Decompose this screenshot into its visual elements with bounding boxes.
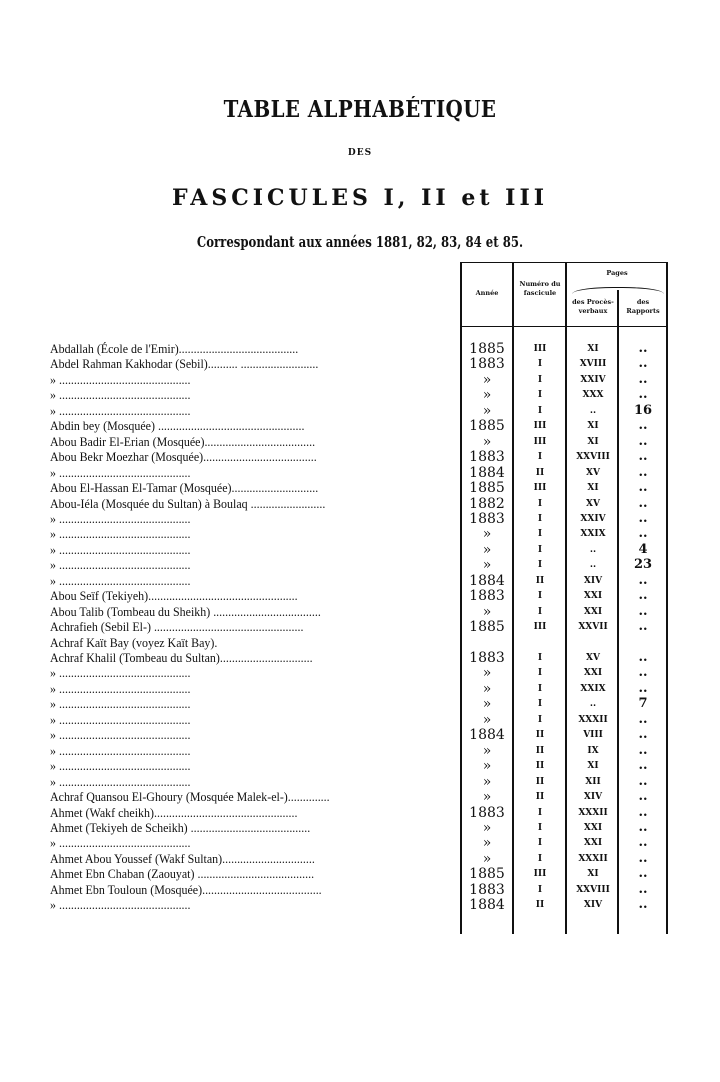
row-name xyxy=(50,573,460,589)
row-year: 1884 xyxy=(469,727,505,744)
row-fascicule: I xyxy=(537,699,543,710)
row-proces-verbaux: XIV xyxy=(583,900,603,911)
row-rapports: .. xyxy=(638,742,648,758)
row-proces-verbaux: XXI xyxy=(583,591,603,602)
row-fascicule: I xyxy=(537,498,543,509)
page-title: TABLE ALPHABÉTIQUE xyxy=(223,96,497,123)
header-pages: Pages xyxy=(606,269,628,277)
row-name xyxy=(50,635,460,651)
row-name xyxy=(50,356,460,372)
row-proces-verbaux: XXX xyxy=(582,390,604,401)
row-fascicule: II xyxy=(535,776,545,787)
row-rapports: .. xyxy=(638,619,648,635)
row-year: » xyxy=(482,758,492,775)
row-name xyxy=(50,774,460,790)
row-rapports: .. xyxy=(638,665,648,681)
row-name xyxy=(50,588,460,604)
row-name xyxy=(50,403,460,419)
row-year: 1884 xyxy=(469,464,505,481)
table-row xyxy=(0,341,720,357)
row-proces-verbaux: .. xyxy=(589,405,597,416)
table-row xyxy=(0,356,720,372)
row-proces-verbaux: XVIII xyxy=(579,359,607,370)
row-proces-verbaux: XIV xyxy=(583,575,603,586)
row-fascicule: I xyxy=(537,544,543,555)
table-row xyxy=(0,418,720,434)
row-proces-verbaux: XI xyxy=(587,761,599,772)
row-name xyxy=(50,542,460,558)
table-row xyxy=(0,681,720,697)
row-name xyxy=(50,557,460,573)
row-name xyxy=(50,727,460,743)
table-row xyxy=(0,789,720,805)
row-name-text: Ahmet (Tekiyeh de Scheikh) ........................................ xyxy=(50,819,311,835)
row-rapports: .. xyxy=(638,371,648,387)
header-numero: Numéro du fascicule xyxy=(519,280,561,297)
row-year: 1883 xyxy=(469,449,505,466)
row-year: 1883 xyxy=(469,881,505,898)
row-fascicule: I xyxy=(537,668,543,679)
row-rapports: .. xyxy=(638,804,648,820)
table-row xyxy=(0,403,720,419)
row-year: » xyxy=(482,371,492,388)
row-year: 1885 xyxy=(469,418,505,435)
row-rapports: .. xyxy=(638,711,648,727)
table-row xyxy=(0,573,720,589)
row-rapports: .. xyxy=(638,897,648,913)
row-proces-verbaux: XII xyxy=(585,776,601,787)
row-rapports: 4 xyxy=(638,541,648,557)
row-proces-verbaux: XXXII xyxy=(578,714,608,725)
row-name xyxy=(50,387,460,403)
rule-top xyxy=(460,262,668,263)
table-row xyxy=(0,743,720,759)
row-fascicule: I xyxy=(537,513,543,524)
row-name-text: » ............................................ xyxy=(50,387,191,403)
table-row xyxy=(0,434,720,450)
row-year: » xyxy=(482,680,492,697)
row-proces-verbaux: XXVIII xyxy=(576,884,610,895)
row-fascicule: II xyxy=(535,467,545,478)
row-name xyxy=(50,805,460,821)
row-fascicule: I xyxy=(537,683,543,694)
row-name-text: Ahmet Abou Youssef (Wakf Sultan)............................... xyxy=(50,850,315,866)
row-proces-verbaux: XIV xyxy=(583,792,603,803)
table-row xyxy=(0,851,720,867)
row-name-text: » ............................................ xyxy=(50,464,191,480)
row-name xyxy=(50,897,460,913)
row-name-text: » ............................................ xyxy=(50,897,191,913)
row-rapports: .. xyxy=(638,680,648,696)
row-name-text: Abou-Iéla (Mosquée du Sultan) à Boulaq ......................... xyxy=(50,495,326,511)
row-proces-verbaux: XV xyxy=(586,653,600,663)
row-fascicule: I xyxy=(537,529,543,540)
row-proces-verbaux: .. xyxy=(589,699,597,710)
row-fascicule: I xyxy=(537,390,543,401)
row-name xyxy=(50,619,460,635)
row-year: 1885 xyxy=(469,341,505,357)
row-name-text: » ............................................ xyxy=(50,696,191,712)
row-rapports: .. xyxy=(638,588,648,604)
years-subtitle: Correspondant aux années 1881, 82, 83, 84 et 85. xyxy=(196,233,524,251)
row-rapports: .. xyxy=(638,835,648,851)
row-name-text: » ............................................ xyxy=(50,526,191,542)
row-name xyxy=(50,434,460,450)
fascicules-heading: FASCICULES I, II et III xyxy=(171,185,549,211)
row-year: » xyxy=(482,433,492,450)
row-fascicule: I xyxy=(537,606,543,617)
row-proces-verbaux: XXI xyxy=(583,822,603,833)
table-row xyxy=(0,619,720,635)
row-fascicule: I xyxy=(537,560,543,571)
row-name-text: Achraf Kaït Bay (voyez Kaït Bay). xyxy=(50,634,218,650)
row-rapports: .. xyxy=(638,758,648,774)
table-row xyxy=(0,758,720,774)
table-row xyxy=(0,835,720,851)
row-name-text: Abdallah (École de l'Emir)........................................ xyxy=(50,341,299,356)
table-row xyxy=(0,650,720,666)
row-name-text: Abou Talib (Tombeau du Sheikh) .................................... xyxy=(50,603,321,619)
table-row xyxy=(0,897,720,913)
row-name-text: » ............................................ xyxy=(50,680,191,696)
row-rapports: .. xyxy=(638,387,648,403)
row-name-text: » ............................................ xyxy=(50,572,191,588)
table-row xyxy=(0,774,720,790)
row-year: » xyxy=(482,526,492,543)
row-name xyxy=(50,526,460,542)
row-proces-verbaux: XXXII xyxy=(578,807,608,818)
table-row xyxy=(0,604,720,620)
row-year: » xyxy=(482,773,492,790)
row-fascicule: I xyxy=(537,838,543,849)
row-year: 1884 xyxy=(469,897,505,914)
table-row xyxy=(0,511,720,527)
row-name-text: Ahmet Ebn Chaban (Zaouyat) ....................................... xyxy=(50,866,315,882)
row-name-text: » ............................................ xyxy=(50,557,191,573)
row-year: 1883 xyxy=(469,804,505,821)
row-name-text: Achraf Quansou El-Ghoury (Mosquée Malek-el-).............. xyxy=(50,789,330,805)
row-year: » xyxy=(482,819,492,836)
table-row xyxy=(0,557,720,573)
table-row xyxy=(0,387,720,403)
row-name xyxy=(50,449,460,465)
row-year: 1882 xyxy=(469,495,505,512)
row-year: » xyxy=(482,696,492,713)
row-name-text: Abdel Rahman Kakhodar (Sebil).......... .......................... xyxy=(50,356,319,372)
row-fascicule: I xyxy=(537,452,543,463)
row-name xyxy=(50,712,460,728)
row-name xyxy=(50,496,460,512)
row-year: 1883 xyxy=(469,356,505,373)
row-name-text: Abou Bekr Moezhar (Mosquée)...................................... xyxy=(50,449,317,465)
row-fascicule: III xyxy=(533,421,547,432)
row-name-text: » ............................................ xyxy=(50,371,191,387)
row-proces-verbaux: XXIX xyxy=(580,683,606,694)
row-fascicule: III xyxy=(533,622,547,633)
row-name-text: » ............................................ xyxy=(50,665,191,681)
row-fascicule: II xyxy=(535,575,545,586)
table-row xyxy=(0,449,720,465)
row-name-text: Ahmet Ebn Touloun (Mosquée)........................................ xyxy=(50,881,322,897)
row-proces-verbaux: IX xyxy=(587,745,599,756)
row-proces-verbaux: XXI xyxy=(583,606,603,617)
row-rapports: .. xyxy=(638,495,648,511)
table-row xyxy=(0,588,720,604)
row-proces-verbaux: XXIX xyxy=(580,529,606,540)
row-name xyxy=(50,418,460,434)
row-fascicule: I xyxy=(537,853,543,864)
row-rapports: .. xyxy=(638,433,648,449)
row-name-text: Abdin bey (Mosquée) ................................................. xyxy=(50,418,305,434)
row-name-text: » ............................................ xyxy=(50,758,191,774)
row-rapports: .. xyxy=(638,866,648,882)
row-proces-verbaux: XXXII xyxy=(578,853,608,864)
table-row xyxy=(0,465,720,481)
row-proces-verbaux: VIII xyxy=(583,730,603,741)
row-name-text: » ............................................ xyxy=(50,835,191,851)
row-name-text: Abou Badir El-Erian (Mosquée)..................................... xyxy=(50,433,316,449)
row-rapports: .. xyxy=(638,526,648,542)
row-proces-verbaux: XXI xyxy=(583,668,603,679)
row-fascicule: II xyxy=(535,745,545,756)
row-name xyxy=(50,650,460,666)
table-row xyxy=(0,712,720,728)
row-name xyxy=(50,789,460,805)
row-proces-verbaux: .. xyxy=(589,544,597,555)
row-fascicule: II xyxy=(535,761,545,772)
row-year: » xyxy=(482,557,492,574)
row-name xyxy=(50,743,460,759)
row-year: » xyxy=(482,603,492,620)
row-fascicule: I xyxy=(537,405,543,416)
row-year: » xyxy=(482,541,492,558)
row-name-text: Achrafieh (Sebil El-) .................................................. xyxy=(50,619,304,635)
row-year: » xyxy=(482,387,492,404)
row-proces-verbaux: XV xyxy=(586,467,600,478)
rule-header-bottom xyxy=(460,326,668,327)
table-row xyxy=(0,496,720,512)
table-row xyxy=(0,696,720,712)
row-rapports: 16 xyxy=(633,402,653,418)
row-proces-verbaux: .. xyxy=(589,560,597,571)
row-year: 1885 xyxy=(469,619,505,636)
row-fascicule: I xyxy=(537,807,543,818)
table-row xyxy=(0,882,720,898)
table-row xyxy=(0,820,720,836)
row-proces-verbaux: XV xyxy=(586,498,600,509)
row-name xyxy=(50,604,460,620)
subtitle-des: DES xyxy=(347,148,373,158)
row-fascicule: I xyxy=(537,591,543,602)
row-year: 1885 xyxy=(469,866,505,883)
header-annee: Année xyxy=(475,289,499,297)
row-year: » xyxy=(482,665,492,682)
row-fascicule: III xyxy=(533,344,547,354)
row-rapports: .. xyxy=(638,789,648,805)
row-year: 1883 xyxy=(469,650,505,666)
row-name-text: » ............................................ xyxy=(50,402,191,418)
row-name-text: Achraf Khalil (Tombeau du Sultan)............................... xyxy=(50,650,313,665)
row-proces-verbaux: XI xyxy=(587,483,599,494)
row-year: » xyxy=(482,711,492,728)
table-row xyxy=(0,727,720,743)
row-rapports: 23 xyxy=(633,557,653,573)
row-name xyxy=(50,851,460,867)
row-name xyxy=(50,882,460,898)
row-fascicule: II xyxy=(535,792,545,803)
header-rapports: des Rapports xyxy=(626,298,660,315)
row-fascicule: III xyxy=(533,869,547,880)
row-year: » xyxy=(482,835,492,852)
row-rapports: .. xyxy=(638,603,648,619)
row-year: » xyxy=(482,742,492,759)
row-rapports: .. xyxy=(638,650,648,665)
row-year: 1883 xyxy=(469,588,505,605)
row-name-text: Abou El-Hassan El-Tamar (Mosquée)............................. xyxy=(50,480,319,496)
header-proces: des Procès-verbaux xyxy=(572,298,614,315)
table-row xyxy=(0,526,720,542)
row-name-text: » ............................................ xyxy=(50,727,191,743)
row-rapports: .. xyxy=(638,850,648,866)
row-name-text: » ............................................ xyxy=(50,742,191,758)
row-name xyxy=(50,866,460,882)
row-name-text: » ............................................ xyxy=(50,510,191,526)
row-year: » xyxy=(482,789,492,806)
pages-brace xyxy=(572,287,664,294)
row-year: 1885 xyxy=(469,480,505,497)
row-year: » xyxy=(482,850,492,867)
row-rapports: .. xyxy=(638,464,648,480)
row-name xyxy=(50,372,460,388)
row-name xyxy=(50,696,460,712)
row-rapports: .. xyxy=(638,449,648,465)
row-name xyxy=(50,665,460,681)
row-proces-verbaux: XXVIII xyxy=(576,452,610,463)
row-fascicule: I xyxy=(537,374,543,385)
row-fascicule: I xyxy=(537,653,543,663)
table-row xyxy=(0,480,720,496)
table-row xyxy=(0,635,720,651)
row-rapports: .. xyxy=(638,881,648,897)
table-row xyxy=(0,665,720,681)
row-fascicule: II xyxy=(535,730,545,741)
row-name xyxy=(50,835,460,851)
row-proces-verbaux: XI xyxy=(587,421,599,432)
row-fascicule: I xyxy=(537,359,543,370)
row-year: 1884 xyxy=(469,572,505,589)
row-fascicule: II xyxy=(535,900,545,911)
table-row xyxy=(0,866,720,882)
row-proces-verbaux: XI xyxy=(587,344,599,354)
row-name-text: » ............................................ xyxy=(50,541,191,557)
row-fascicule: III xyxy=(533,436,547,447)
row-name xyxy=(50,465,460,481)
row-proces-verbaux: XXI xyxy=(583,838,603,849)
row-rapports: 7 xyxy=(638,696,648,712)
row-name xyxy=(50,511,460,527)
table-row xyxy=(0,372,720,388)
row-rapports: .. xyxy=(638,341,648,356)
row-proces-verbaux: XI xyxy=(587,869,599,880)
row-rapports: .. xyxy=(638,572,648,588)
row-proces-verbaux: XXIV xyxy=(580,513,606,524)
row-name-text: » ............................................ xyxy=(50,773,191,789)
row-rapports: .. xyxy=(638,773,648,789)
row-name-text: Ahmet (Wakf cheikh)................................................ xyxy=(50,804,298,820)
table-row xyxy=(0,542,720,558)
row-name xyxy=(50,820,460,836)
row-fascicule: I xyxy=(537,822,543,833)
row-name xyxy=(50,758,460,774)
row-rapports: .. xyxy=(638,510,648,526)
row-name-text: Abou Seïf (Tekiyeh).................................................. xyxy=(50,588,298,604)
row-proces-verbaux: XXIV xyxy=(580,374,606,385)
row-proces-verbaux: XI xyxy=(587,436,599,447)
row-rapports: .. xyxy=(638,819,648,835)
table-row xyxy=(0,805,720,821)
row-rapports: .. xyxy=(638,727,648,743)
row-fascicule: I xyxy=(537,884,543,895)
row-name-text: » ............................................ xyxy=(50,711,191,727)
row-proces-verbaux: XXVII xyxy=(578,622,608,633)
row-rapports: .. xyxy=(638,480,648,496)
row-rapports: .. xyxy=(638,356,648,372)
row-name xyxy=(50,681,460,697)
row-fascicule: I xyxy=(537,714,543,725)
row-year: » xyxy=(482,402,492,419)
row-year: 1883 xyxy=(469,510,505,527)
row-fascicule: III xyxy=(533,483,547,494)
row-rapports: .. xyxy=(638,418,648,434)
row-name xyxy=(50,341,460,357)
row-name xyxy=(50,480,460,496)
